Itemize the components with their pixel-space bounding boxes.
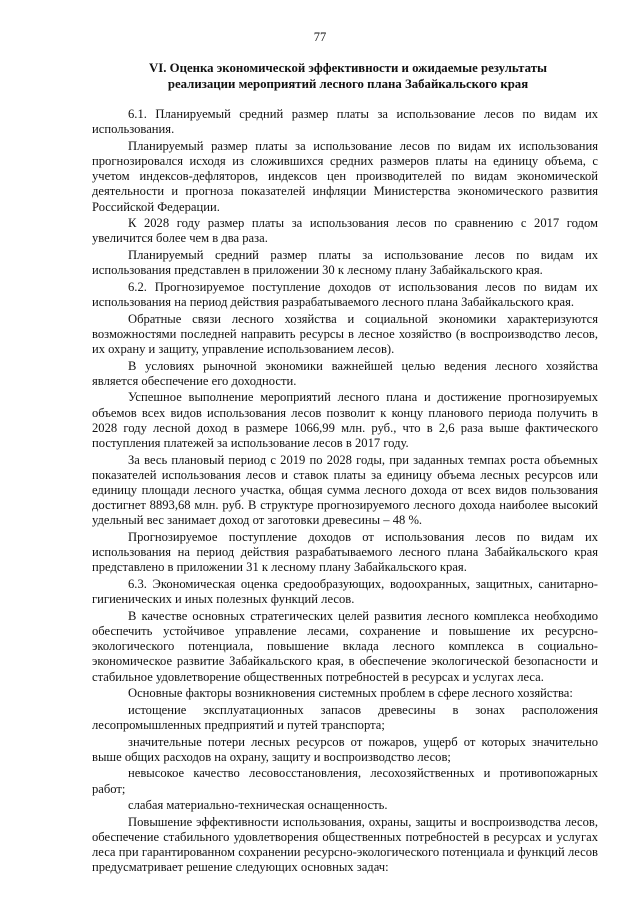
list-item: невысокое качество лесовосстановления, лесохозяйственных и противопожарных работ; bbox=[92, 766, 598, 796]
paragraph: Успешное выполнение мероприятий лесного плана и достижение прогнозируемых объемов всех видов использования лесов позволит к концу планового периода получить в 2028 году лесной доход в размере 1066,99 млн. руб., что в 2,6 раза выше фактического поступления платежей за использование лесов в 2017 году. bbox=[92, 390, 598, 450]
document-body bbox=[92, 107, 598, 877]
paragraph: Повышение эффективности использования, охраны, защиты и воспроизводства лесов, обеспечение стабильного удовлетворения общественных потребностей в ресурсах и услугах леса при гарантированном сохранении ресурсно-экологического потенциала и функций лесов предусматривает решение следующих основных задач: bbox=[92, 814, 598, 875]
paragraph: 6.2. Прогнозируемое поступление доходов от использования лесов по видам их использования на период действия разрабатываемого лесного плана Забайкальского края. bbox=[92, 279, 598, 309]
paragraph: В условиях рыночной экономики важнейшей целью ведения лесного хозяйства является обеспечение его доходности. bbox=[92, 358, 598, 388]
paragraph: За весь плановый период с 2019 по 2028 годы, при заданных темпах роста объемных показателей использования лесов и ставок платы за единицу объема лесных ресурсов или единицу площади лесного участка, общая сумма лесного дохода от всех видов пользования достигнет 8893,68 млн. руб. В структуре прогнозируемого лесного дохода наиболее высокий удельный вес занимает доход от заготовки древесины – 48 %. bbox=[92, 452, 598, 528]
section-heading-line-2: реализации мероприятий лесного плана Забайкальского края bbox=[167, 77, 529, 91]
section-heading-line-1: VI. Оценка экономической эффективности и ожидаемые результаты bbox=[149, 61, 547, 75]
paragraph: Планируемый размер платы за использование лесов по видам их использования прогнозировался исходя из сложившихся средних размеров платы на единицу объема, с учетом индексов-дефляторов, индексов цен производителей по видам экономической деятельности и прогноза показателей инфляции Министерства экономического развития Российской Федерации. bbox=[92, 138, 598, 214]
paragraph: В качестве основных стратегических целей развития лесного комплекса необходимо обеспечить устойчивое управление лесами, сохранение и повышение их ресурсно-экологического потенциала, повышение вклада лесного комплекса в социально-экономическое развитие Забайкальского края, в обеспечение экологической безопасности и стабильное удовлетворение общественных потребностей в ресурсах и услугах леса. bbox=[92, 608, 598, 684]
list-item: значительные потери лесных ресурсов от пожаров, ущерб от которых значительно выше общих расходов на охрану, защиту и воспроизводство лесов; bbox=[92, 734, 598, 764]
section-heading bbox=[92, 60, 604, 92]
paragraph: Обратные связи лесного хозяйства и социальной экономики характеризуются возможностями последней направить ресурсы в лесное хозяйство (в воспроизводство лесов, их охрану и защиту, управление использованием лесов). bbox=[92, 311, 598, 356]
list-item: истощение эксплуатационных запасов древесины в зонах расположения лесопромышленных предприятий и путей транспорта; bbox=[92, 702, 598, 732]
paragraph: К 2028 году размер платы за использования лесов по сравнению с 2017 годом увеличится более чем в два раза. bbox=[92, 216, 598, 246]
paragraph: Планируемый средний размер платы за использование лесов по видам их использования представлен в приложении 30 к лесному плану Забайкальского края. bbox=[92, 248, 598, 278]
paragraph: 6.1. Планируемый средний размер платы за использование лесов по видам их использования. bbox=[92, 107, 598, 137]
paragraph: Прогнозируемое поступление доходов от использования лесов по видам их использования на период действия разрабатываемого лесного плана Забайкальского края представлено в приложении 31 к лесному плану Забайкальского края. bbox=[92, 530, 598, 575]
page-number: 77 bbox=[313, 30, 327, 44]
paragraph: 6.3. Экономическая оценка средообразующих, водоохранных, защитных, санитарно-гигиенических и иных полезных функций лесов. bbox=[92, 577, 598, 607]
list-item: слабая материально-техническая оснащенность. bbox=[128, 798, 388, 813]
paragraph: Основные факторы возникновения системных проблем в сфере лесного хозяйства: bbox=[128, 686, 573, 701]
